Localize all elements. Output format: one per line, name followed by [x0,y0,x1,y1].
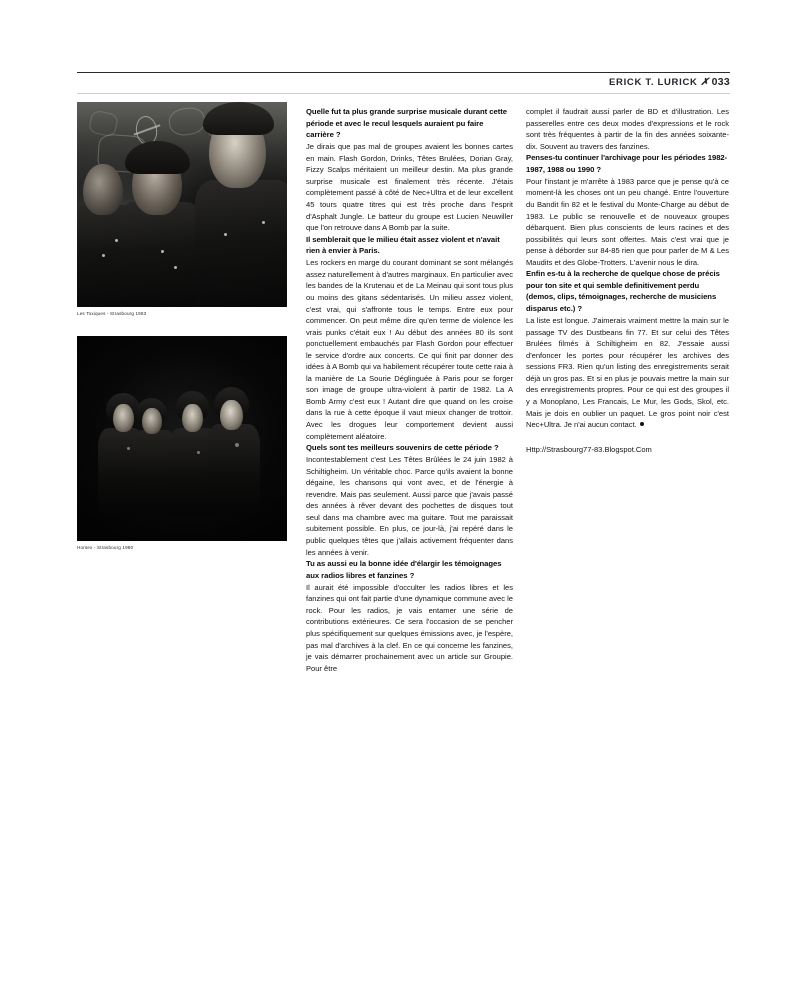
photo-1-figure-3-body [195,180,287,307]
page-number: 033 [711,76,730,88]
qa-block-6 [526,152,729,268]
photo-block-2 [77,336,287,551]
photo-2-glint-2 [197,451,200,454]
end-of-article-dot-icon [640,422,645,427]
answer-1: Je dirais que pas mal de groupes avaient les bonnes cartes en main. Flash Gordon, Drinks, Têtes Brulées, Dorian Gray, Fizzy Scalps méritaient un meilleur destin. Ma plus grande surprise musicale est finalement très récente. J'étais complètement passé à côté de Nec+Ultra et de leur excellent 45 tours quatre titres qui est très proche dans l'esprit d'Asphalt Jungle. Le batteur du groupe est Lucien Neuwiller que l'on retrouve dans A Bomb par la suite. [306,142,513,233]
header-rule-top [77,72,730,73]
photo-2-figure-4-face [220,400,243,431]
question-3: Quels sont tes meilleurs souvenirs de cette période ? [306,443,499,453]
photo-2-figure-2-face [142,408,162,435]
photo-column [77,102,287,570]
qa-block-3 [306,442,513,558]
slash-mark-icon: ✗ [698,77,712,88]
blog-url: Http://Strasbourg77-83.Blogspot.Com [526,444,652,454]
band-group-dark-photo [77,336,287,541]
text-column-left [306,106,513,674]
header-rule-bottom [77,93,730,94]
photo-1-figure-2-body [119,202,201,307]
question-1: Quelle fut ta plus grande surprise musicale durant cette période et avec le recul lesquels auraient pu faire carrière ? [306,107,507,140]
photo-2-figure-1-face [113,404,134,433]
qa-block-7 [526,268,729,430]
answer-6: Pour l'instant je m'arrête à 1983 parce que je pense qu'à ce moment-là les choses ont un peu changé. Entre l'ouverture du Bandit fin 82 et le festival du Monte-Charge au début de 1983. Le public se renouvelle et de nouveaux groupes débarquent. Bien plus conscients de leurs racines et des possibilités qui leurs sont offertes. Mais c'est vrai que je pense à déborder sur 84-85 rien que pour parler de M & Les Maudits et des Globe-Trotters. L'avenir nous le dira. [526,176,729,267]
photo-1-figure-1-face [83,164,123,215]
qa-block-5 [526,106,729,152]
qa-block-1 [306,106,513,234]
photo-2-glint-3 [235,443,239,447]
answer-7-text: La liste est longue. J'aimerais vraiment mettre la main sur le passage TV des Dustbeans fin 77. Et sur celui des Têtes Brulées filmés à Schiltigheim en 82. J'essaie aussi d'enfoncer les portes pour récupérer les archives des sessions FR3. Rien qu'un listing des enregistrements serait déjà un gros pas. Et si en plus je pouvais mettre la main sur des enregistrements propres. Pour ce qui est des groupes il y a Monoplano, Les Francais, Le Mur, les Gods, Skol, etc. Mais je dois en oublier un paquet. Le gros point noir c'est Nec+Ultra. Je n'ai aucun contact. [526,316,729,430]
photo-2-figure-3-face [182,404,203,433]
photo-caption-2: Horsex - Strasbourg 1980 [77,545,134,550]
text-column-right [526,106,729,463]
punks-graffiti-wall-photo [77,102,287,307]
answer-7 [526,315,729,430]
photo-caption-1: Les Toxiques - Strasbourg 1983 [77,311,147,316]
question-5: Penses-tu continuer l'archivage pour les périodes 1982-1987, 1988 ou 1990 ? [526,153,728,174]
answer-4: Il aurait été impossible d'occulter les radios libres et les fanzines qui ont fait partie d'une dynamique commune avec le rock. Pour les radios, je vais entamer une série de contributions extérieures. Ce sera l'occasion de se pencher plus spécifiquement sur quelques émissions avec, je l'espère, pas mal d'archives à la clef. En ce qui concerne les fanzines, je vais démarrer prochainement avec un article sur Groupie. Pour être [306,582,513,673]
answer-5-continuation: complet il faudrait aussi parler de BD et d'illustration. Les passerelles entre ces deux modes d'expressions et le rock sont très fréquentes à partir de la fin des années soixante-dix. Souvent au travers des fanzines. [526,107,729,151]
jacket-stud-6 [262,221,265,224]
qa-block-2 [306,234,513,442]
answer-3: Incontestablement c'est Les Têtes Brûlées le 24 juin 1982 à Schiltigheim. Un véritable choc. Parce qu'ils avaient la bonne dégaine, les chansons qui vont avec, et de l'énergie à revendre. Mais pas seulement. Aussi parce que j'avais passé des années à rêver devant des pochettes de disques tout seul dans ma chambre avec ma guitare. Tout me paraissait subitement possible. En plus, ce jour-là, j'ai repéré dans le public quelques têtes que j'allais activement fréquenter dans les années à venir. [306,455,513,557]
jacket-stud-3 [161,250,164,253]
page-header [77,72,730,94]
photo-block-1 [77,102,287,317]
photo-2-figure-4-torso [207,424,260,514]
jacket-stud-4 [174,266,177,269]
running-head [609,76,730,89]
jacket-stud-2 [102,254,105,257]
qa-block-4 [306,558,513,674]
question-4: Tu as aussi eu la bonne idée d'élargir les témoignages aux radios libres et fanzines ? [306,559,502,580]
running-head-author: ERICK T. LURICK [608,77,698,88]
question-2: Il semblerait que le milieu était assez violent et n'avait rien à envier à Paris. [306,234,500,256]
question-6: Enfin es-tu à la recherche de quelque chose de précis pour ton site et qui semble definitivement perdu (demos, clips, témoignages, recherche de musiciens disparus etc.) ? [526,269,720,314]
answer-2: Les rockers en marge du courant dominant se sont mélangés assez naturellement à d'autres marginaux. En particulier avec les bandes de la Krutenau et de La Meinau qui sont tous plus ou moins des gitans sédentarisés. Un milieu assez violent, c'est vrai, qui s'affronte tous le temps. Entre eux pour commencer. On peut même dire qu'en terme de violence les vrais punks c'était eux ! Au début des années 80 ils sont ponctuellement embauchés par Flash Gordon pour effectuer le service d'ordre aux concerts. Ce qui finit par donner des idées à A Bomb qui va habilement récupérer toute cette raia à la manière de La Sourie Déglinguée à Paris pour se forger son image de groupe ultra-violent à partir de 1982. La A Bomb Army c'est eux ! Autant dire que quand on les croise dans la rue à cette époque il vaut mieux changer de trottoir. Avec les drogues leur comportement devient aussi complètement aléatoire. [306,258,513,441]
